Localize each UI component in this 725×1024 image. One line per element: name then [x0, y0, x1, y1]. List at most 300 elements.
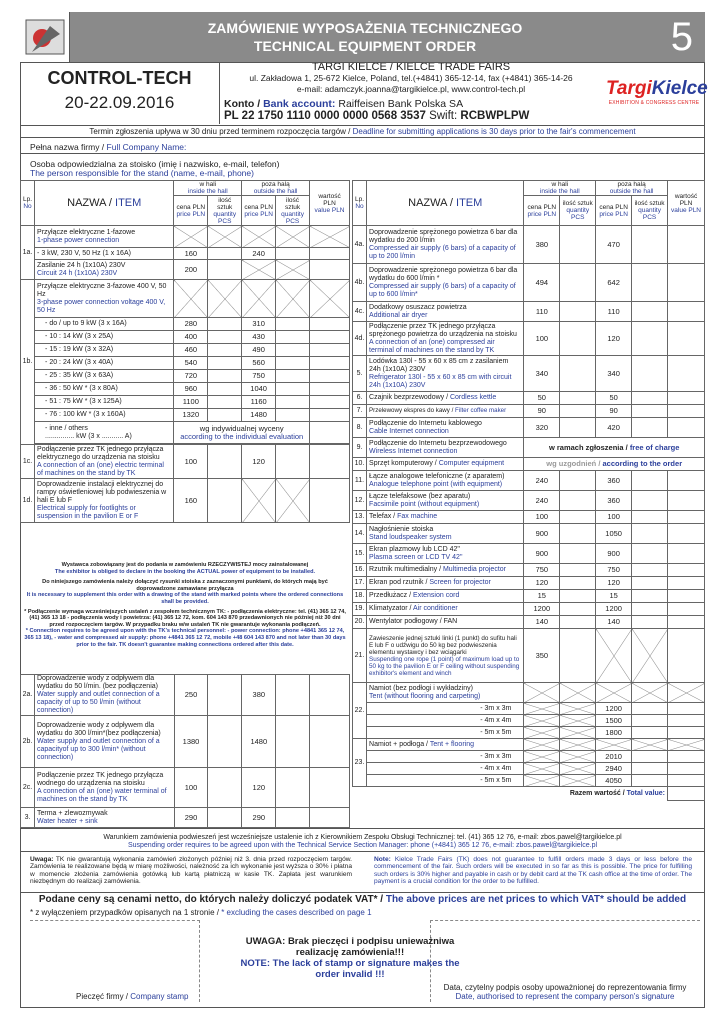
row-num: 1a.	[21, 226, 35, 280]
col-item: NAZWA / ITEM	[367, 181, 524, 226]
price-out: 420	[596, 418, 632, 438]
value-cell[interactable]	[668, 302, 705, 322]
value-cell[interactable]	[668, 590, 705, 603]
power-option: - 25 : 35 kW (3 x 63A)	[35, 370, 174, 383]
tent-size: - 4m x 4m	[367, 763, 524, 775]
power-option: - do / up to 9 kW (3 x 16A)	[35, 318, 174, 331]
row-num: 1d.	[21, 479, 35, 523]
qty-in-input[interactable]	[208, 396, 242, 409]
price-in: 250	[174, 675, 208, 716]
price-out: 120	[596, 577, 632, 590]
row-num: 19.	[353, 603, 367, 616]
qty-out-input[interactable]	[632, 418, 668, 438]
col-outside: poza halą outside the hall	[242, 181, 310, 196]
value-cell[interactable]	[668, 491, 705, 511]
price-in: 160	[174, 248, 208, 260]
according-to-order: wg uzgodnień / according to the order	[524, 458, 705, 471]
price-out: 430	[242, 331, 276, 344]
price-in: 120	[524, 577, 560, 590]
value-cell[interactable]	[668, 524, 705, 544]
qty-out-input[interactable]	[276, 344, 310, 357]
row-num: 1b.	[21, 280, 35, 445]
item-12: Łącze telefaksowe (bez aparatu) Facsimile point (without equipment)	[367, 491, 524, 511]
qty-in-input[interactable]	[560, 418, 596, 438]
price-out: 1200	[596, 603, 632, 616]
item-2b: Doprowadzenie wody z odpływem dla wydatku do 300 l/min*(bez podłączenia) Water supply and outlet connection of a capacityof up to 300 l/min* (without connection)	[34, 716, 174, 768]
qty-in-input[interactable]	[208, 808, 242, 828]
price-in: 900	[524, 544, 560, 564]
row-num: 12.	[353, 491, 367, 511]
qty-in-input[interactable]	[560, 629, 596, 683]
deadline-pl: Termin zgłoszenia upływa w 30 dniu przed terminem rozpoczęcia targów /	[89, 127, 351, 136]
value-cell[interactable]	[310, 357, 350, 370]
col-inside: w hali inside the hall	[524, 181, 596, 196]
row-num: 13.	[353, 511, 367, 524]
qty-out-input[interactable]	[632, 322, 668, 356]
qty-out-input[interactable]	[632, 356, 668, 392]
deadline-note	[20, 126, 705, 137]
header-title-en: TECHNICAL EQUIPMENT ORDER	[253, 38, 477, 54]
price-in: 350	[524, 629, 560, 683]
value-cell[interactable]	[310, 445, 350, 479]
bank-label-pl: Konto /	[224, 98, 261, 110]
price-out: 100	[596, 511, 632, 524]
organizer-email: e-mail: adamczyk.joanna@targikielce.pl, www.control-tech.pl	[296, 84, 526, 94]
qty-out-input[interactable]	[276, 396, 310, 409]
price-in: 1380	[174, 716, 208, 768]
price-out: 1040	[242, 383, 276, 396]
value-cell[interactable]	[668, 763, 705, 775]
price-out: 1160	[242, 396, 276, 409]
row-num: 4b.	[353, 264, 367, 302]
price-in: 460	[174, 344, 208, 357]
value-cell[interactable]	[668, 511, 705, 524]
deadline-en: Deadline for submitting applications is 30 days prior to the fair's commencement	[352, 127, 636, 136]
price-out: 900	[596, 544, 632, 564]
qty-in-input[interactable]	[560, 405, 596, 418]
item-14: Nagłośnienie stoiska Stand loudspeaker system	[367, 524, 524, 544]
exhibition-name: CONTROL-TECH	[47, 68, 192, 88]
item-1a-option: - 3 kW, 230 V, 50 Hz (1 x 16A)	[35, 248, 174, 260]
value-cell[interactable]	[310, 396, 350, 409]
value-cell[interactable]	[668, 226, 705, 264]
swift-label: Swift:	[429, 110, 458, 122]
qty-out-input[interactable]	[632, 577, 668, 590]
price-out: 380	[242, 675, 276, 716]
price-out: 240	[242, 248, 276, 260]
qty-out-input[interactable]	[632, 264, 668, 302]
divider	[20, 153, 705, 154]
price-in: 110	[524, 302, 560, 322]
qty-out-input[interactable]	[632, 603, 668, 616]
qty-in-input[interactable]	[208, 445, 242, 479]
value-cell[interactable]	[668, 356, 705, 392]
item-22: Namiot (bez podłogi i wykładziny) Tent (without flooring and carpeting)	[367, 683, 524, 703]
value-cell[interactable]	[310, 808, 350, 828]
price-in: 100	[174, 445, 208, 479]
qty-out-input[interactable]	[632, 392, 668, 405]
row-num: 8.	[353, 418, 367, 438]
item-7: Przelewowy ekspres do kawy / Filter coffee maker	[367, 405, 524, 418]
col-outside: poza halą outside the hall	[596, 181, 668, 196]
price-in: 290	[174, 808, 208, 828]
row-num: 6.	[353, 392, 367, 405]
price-in: 200	[174, 260, 208, 280]
free-of-charge: w ramach zgłoszenia / free of charge	[524, 438, 705, 458]
suspension-pl: Warunkiem zamówienia podwieszeń jest wcześniejsze ustalenie ich z Kierownikiem Zespołu Obsługi Technicznej: tel. (41) 365 12 76, e-mail: zbos.pawel@targikielce.pl	[103, 834, 622, 841]
value-cell[interactable]	[310, 768, 350, 808]
price-in: 750	[524, 564, 560, 577]
value-cell[interactable]	[668, 727, 705, 739]
row-num: 10.	[353, 458, 367, 471]
item-1a-24h: Zasilanie 24 h (1x10A) 230V Circuit 24 h (1x10A) 230V	[35, 260, 174, 280]
qty-in-input[interactable]	[208, 318, 242, 331]
tent-size: - 4m x 4m	[367, 715, 524, 727]
price-out: 4050	[596, 775, 632, 787]
brand-name-b: Kielce	[651, 78, 708, 99]
value-cell[interactable]	[668, 392, 705, 405]
qty-in-input[interactable]	[208, 409, 242, 422]
price-out: 1050	[596, 524, 632, 544]
qty-in-input[interactable]	[560, 491, 596, 511]
qty-in-input[interactable]	[208, 716, 242, 768]
qty-out-input[interactable]	[276, 318, 310, 331]
price-in: 140	[524, 616, 560, 629]
price-out: 2940	[596, 763, 632, 775]
qty-out-input[interactable]	[276, 675, 310, 716]
col-price-in: cena PLN price PLN	[174, 196, 208, 226]
qty-in-input[interactable]	[560, 511, 596, 524]
row-num: 9.	[353, 438, 367, 458]
stamp-label: Pieczęć firmy / Company stamp	[76, 992, 189, 1001]
price-in: 160	[174, 479, 208, 523]
value-cell[interactable]	[310, 370, 350, 383]
col-item: NAZWA / ITEM	[35, 181, 174, 226]
company-stamp-area[interactable]	[30, 920, 200, 1002]
value-cell[interactable]	[668, 544, 705, 564]
row-num: 16.	[353, 564, 367, 577]
vat-exclusion: * z wyłączeniem przypadków opisanych na 1 stronie / * excluding the cases described on page 1	[30, 908, 372, 917]
qty-in-input[interactable]	[560, 577, 596, 590]
price-in: 50	[524, 392, 560, 405]
item-16: Rzutnik multimedialny / Multimedia projector	[367, 564, 524, 577]
item-13: Telefax / Fax machine	[367, 511, 524, 524]
qty-out-input[interactable]	[632, 302, 668, 322]
stamp-warning	[230, 936, 470, 980]
value-cell[interactable]	[310, 318, 350, 331]
qty-in-input[interactable]	[560, 564, 596, 577]
qty-in-input[interactable]	[208, 248, 242, 260]
price-out: 2010	[596, 751, 632, 763]
item-1b-title: Przyłącze elektryczne 3-fazowe 400 V, 50 Hz 3-phase power connection voltage 400 V, 50 Hz	[35, 280, 174, 318]
qty-out-input[interactable]	[276, 383, 310, 396]
price-in: 1100	[174, 396, 208, 409]
item-3: Terma + zlewozmywak Water heater + sink	[34, 808, 174, 828]
price-in: 380	[524, 226, 560, 264]
individual-evaluation: wg indywidualnej wyceny according to the individual evaluation	[174, 422, 310, 444]
bank-account: PL 22 1750 1110 0000 0000 0568 3537	[224, 110, 426, 122]
price-in: 100	[524, 322, 560, 356]
qty-out-input[interactable]	[632, 751, 668, 763]
qty-in-input[interactable]	[560, 544, 596, 564]
price-out: 490	[242, 344, 276, 357]
price-out: 750	[242, 370, 276, 383]
row-num: 2a.	[21, 675, 35, 716]
price-out: 470	[596, 226, 632, 264]
price-out: 1480	[242, 716, 276, 768]
brand-name-a: Targi	[606, 78, 652, 99]
note-3-en: * Connection requires to be agreed upon with the TK's technical personnel: - power connection: phone +4841 365 12 74, 365 13 18), - water and compressed air supply: phone +4841 365 12 72, mobile +48 604 143 870 and not later than 30 days prior to the fair. TK doesn't guarantee making connections ordered after this date.	[24, 628, 346, 648]
power-option: - 15 : 19 kW (3 x 32A)	[35, 344, 174, 357]
qty-in-input[interactable]	[560, 616, 596, 629]
qty-out-input[interactable]	[632, 763, 668, 775]
qty-out-input[interactable]	[276, 768, 310, 808]
item-5: Lodówka 130l - 55 x 60 x 85 cm z zasilaniem 24h (1x10A) 230V Refrigerator 130l - 55 x 60 x 85 cm with circuit 24h (1x10A) 230V	[367, 356, 524, 392]
price-out: 1200	[596, 703, 632, 715]
tent-size: - 3m x 3m	[367, 703, 524, 715]
qty-out-input[interactable]	[276, 445, 310, 479]
col-lp: Lp. No	[21, 181, 35, 226]
qty-out-input[interactable]	[276, 248, 310, 260]
row-num: 1c.	[21, 445, 35, 479]
divider	[20, 851, 705, 852]
item-1a-title: Przyłącze elektryczne 1-fazowe 1-phase power connection	[35, 226, 174, 248]
qty-in-input[interactable]	[208, 479, 242, 523]
item-11: Łącze analogowe telefoniczne (z aparatem) Analogue telephone point (with equipment)	[367, 471, 524, 491]
item-1d: Doprowadzenie instalacji elektrycznej do rampy oświetleniowej lub podwieszenia w hali E lub F Electrical supply for footlights or suspension in the pavilion E or F	[35, 479, 174, 523]
price-out: 140	[596, 616, 632, 629]
qty-out-input[interactable]	[632, 471, 668, 491]
qty-out-input[interactable]	[632, 544, 668, 564]
person-label-pl: Osoba odpowiedzialna za stoisko (imię i nazwisko, e-mail, telefon)	[30, 159, 280, 169]
qty-in-input[interactable]	[560, 356, 596, 392]
item-9: Podłączenie do Internetu bezprzewodowego Wireless Internet connection	[367, 438, 524, 458]
note-1-pl: Wystawca zobowiązany jest do podania w zamówieniu RZECZYWISTEJ mocy zainstalowanej	[61, 562, 309, 568]
brand-tagline: EXHIBITION & CONGRESS CENTRE	[608, 100, 700, 106]
row-num: 20.	[353, 616, 367, 629]
item-15: Ekran plazmowy lub LCD 42" Plasma screen or LCD TV 42"	[367, 544, 524, 564]
value-cell[interactable]	[310, 260, 350, 280]
qty-in-input[interactable]	[208, 260, 242, 280]
qty-in-input[interactable]	[208, 357, 242, 370]
price-in: 340	[524, 356, 560, 392]
value-cell[interactable]	[668, 629, 705, 683]
qty-in-input[interactable]	[560, 322, 596, 356]
category-logo-icon	[20, 12, 70, 62]
qty-in-input[interactable]	[208, 383, 242, 396]
value-cell[interactable]	[668, 264, 705, 302]
col-value: wartość PLN value PLN	[310, 181, 350, 226]
value-cell[interactable]	[668, 775, 705, 787]
price-in: 720	[174, 370, 208, 383]
item-20: Wentylator podłogowy / FAN	[367, 616, 524, 629]
price-in: 280	[174, 318, 208, 331]
header-bar	[20, 12, 705, 62]
responsible-person-field[interactable]	[30, 160, 279, 178]
qty-in-input[interactable]	[208, 675, 242, 716]
value-cell[interactable]	[668, 603, 705, 616]
item-6: Czajnik bezprzewodowy / Cordless kettle	[367, 392, 524, 405]
item-2a: Doprowadzenie wody z odpływem dla wydatku do 50 l/min. (bez podłączenia) Water supply and outlet connection of a capacity of up to 50 l/min (without connection)	[34, 675, 174, 716]
brand-logo	[606, 78, 708, 106]
value-cell[interactable]	[310, 479, 350, 523]
price-in: 1320	[174, 409, 208, 422]
price-out: 290	[242, 808, 276, 828]
organizer-address: ul. Zakładowa 1, 25-672 Kielce, Poland, tel.(+4841) 365-12-14, fax (+4841) 365-14-26	[249, 73, 573, 83]
item-23: Namiot + podłoga / Tent + flooring	[367, 739, 524, 751]
price-in: 1200	[524, 603, 560, 616]
organizer-name: TARGI KIELCE / KIELCE TRADE FAIRS	[311, 61, 511, 73]
value-cell[interactable]	[668, 703, 705, 715]
value-cell[interactable]	[668, 471, 705, 491]
value-cell[interactable]	[668, 418, 705, 438]
total-value-cell[interactable]	[668, 787, 705, 801]
price-out: 120	[242, 768, 276, 808]
divider	[20, 137, 705, 138]
value-cell[interactable]	[310, 344, 350, 357]
price-out: 120	[596, 322, 632, 356]
form-number: 5	[670, 15, 693, 59]
value-cell[interactable]	[310, 675, 350, 716]
row-num: 23.	[353, 739, 367, 787]
row-num: 11.	[353, 471, 367, 491]
row-num: 18.	[353, 590, 367, 603]
row-num: 4c.	[353, 302, 367, 322]
price-out: 310	[242, 318, 276, 331]
qty-out-input[interactable]	[276, 357, 310, 370]
col-inside: w hali inside the hall	[174, 181, 242, 196]
tent-size: - 5m x 5m	[367, 775, 524, 787]
row-num: 15.	[353, 544, 367, 564]
price-in: 90	[524, 405, 560, 418]
value-cell[interactable]	[668, 322, 705, 356]
tent-size: - 5m x 5m	[367, 727, 524, 739]
value-cell[interactable]	[310, 248, 350, 260]
item-4d: Podłączenie przez TK jednego przyłącza sprężonego powietrza do urządzenia na stoisku A connection of an (one) compressed air terminal of machines on the stand by TK	[367, 322, 524, 356]
price-in: 540	[174, 357, 208, 370]
qty-out-input[interactable]	[632, 524, 668, 544]
price-in: 240	[524, 471, 560, 491]
qty-out-input[interactable]	[632, 703, 668, 715]
value-cell[interactable]	[668, 577, 705, 590]
qty-in-input[interactable]	[560, 264, 596, 302]
divider	[20, 62, 705, 63]
qty-in-input[interactable]	[208, 344, 242, 357]
qty-out-input[interactable]	[276, 808, 310, 828]
qty-out-input[interactable]	[632, 616, 668, 629]
item-4b: Doprowadzenie sprężonego powietrza 6 bar dla wydatku do 600 l/min * Compressed air supply (6 bars) of a capacity of up to 600 l/min*	[367, 264, 524, 302]
col-price-out: cena PLN price PLN	[242, 196, 276, 226]
left-water-table	[20, 674, 350, 828]
qty-out-input[interactable]	[632, 405, 668, 418]
company-name-label-en: Full Company Name:	[106, 142, 187, 152]
qty-out-input[interactable]	[276, 409, 310, 422]
qty-in-input[interactable]	[208, 370, 242, 383]
value-cell[interactable]	[668, 751, 705, 763]
price-in: 100	[174, 768, 208, 808]
price-out: 360	[596, 491, 632, 511]
qty-out-input[interactable]	[632, 226, 668, 264]
value-cell[interactable]	[668, 715, 705, 727]
late-order-note-pl: Uwaga: TK nie gwarantują wykonania zamówień złożonych później niż 3. dnia przed rozpoczęciem targów. Zamówienia te realizowane będą w miarę możliwości, należność za ich wykonanie jest wyższa o 30% i płatna w momencie złożenia zamówienia gotówką lub kartą płatniczą w kasie TK. Zapłata jest warunkiem niezbędnym do realizacji zamówienia.	[30, 856, 352, 886]
qty-in-input[interactable]	[560, 392, 596, 405]
qty-out-input[interactable]	[632, 775, 668, 787]
qty-in-input[interactable]	[560, 471, 596, 491]
col-lp: Lp. No	[353, 181, 367, 226]
col-price-out: cena PLN price PLN	[596, 196, 632, 226]
item-17: Ekran pod rzutnik / Screen for projector	[367, 577, 524, 590]
value-cell[interactable]	[310, 331, 350, 344]
bank-info	[224, 98, 614, 122]
qty-out-input[interactable]	[632, 564, 668, 577]
price-out: 15	[596, 590, 632, 603]
value-cell[interactable]	[310, 383, 350, 396]
row-num: 14.	[353, 524, 367, 544]
qty-in-input[interactable]	[560, 524, 596, 544]
qty-in-input[interactable]	[208, 768, 242, 808]
bank-label-en: Bank account:	[263, 98, 336, 110]
value-cell[interactable]	[310, 409, 350, 422]
value-cell[interactable]	[668, 616, 705, 629]
company-name-field[interactable]	[30, 142, 186, 152]
price-in: 900	[524, 524, 560, 544]
price-in: 400	[174, 331, 208, 344]
value-cell[interactable]	[310, 422, 350, 444]
qty-out-input[interactable]	[276, 716, 310, 768]
price-in: 15	[524, 590, 560, 603]
price-in: 100	[524, 511, 560, 524]
qty-out-input[interactable]	[632, 491, 668, 511]
tent-size: - 3m x 3m	[367, 751, 524, 763]
late-order-note-en: Note: Kielce Trade Fairs (TK) does not guarantee to fulfill orders made 3 days or less before the commencement of the fair. Such orders will be executed in so far as this is possible. The price for fulfilling such orders is 30% higher and payable in cash or by debit card at the TK cash office at the time of order. The payment is a crucial condition for the order to be fulfilled.	[374, 856, 692, 886]
qty-in-input[interactable]	[560, 603, 596, 616]
row-num: 22.	[353, 683, 367, 739]
qty-out-input[interactable]	[276, 331, 310, 344]
qty-out-input[interactable]	[632, 715, 668, 727]
power-option: - 51 : 75 kW * (3 x 125A)	[35, 396, 174, 409]
price-in: 960	[174, 383, 208, 396]
row-num: 2b.	[21, 716, 35, 768]
qty-out-input[interactable]	[632, 727, 668, 739]
qty-in-input[interactable]	[560, 590, 596, 603]
item-8: Podłączenie do Internetu kablowego Cable Internet connection	[367, 418, 524, 438]
suspension-en: Suspending order requires to be agreed upon with the Technical Service Section Manager: phone (+4841) 365 12 76, e-mail: zbos.pawel@targikielce.pl	[127, 842, 598, 849]
value-cell[interactable]	[310, 716, 350, 768]
swift-code: RCBWPLPW	[460, 110, 530, 122]
qty-in-input[interactable]	[208, 331, 242, 344]
value-cell[interactable]	[668, 405, 705, 418]
qty-in-input[interactable]	[560, 226, 596, 264]
divider	[20, 892, 705, 893]
qty-out-input[interactable]	[632, 511, 668, 524]
row-num: 21.	[353, 629, 367, 683]
item-18: Przedłużacz / Extension cord	[367, 590, 524, 603]
price-out: 340	[596, 356, 632, 392]
price-out: 50	[596, 392, 632, 405]
price-out: 642	[596, 264, 632, 302]
qty-out-input[interactable]	[632, 590, 668, 603]
price-out: 560	[242, 357, 276, 370]
exhibition-box	[20, 62, 220, 124]
col-qty-out: ilość sztuk quantity PCS	[276, 196, 310, 226]
qty-in-input[interactable]	[560, 302, 596, 322]
value-cell[interactable]	[668, 564, 705, 577]
price-out: 90	[596, 405, 632, 418]
note-3-pl: * Podłączenie wymaga wcześniejszych ustaleń z zespołem technicznym TK: - podłączenia elektryczne: tel. (41) 365 12 74, (41) 365 13 18 - podłączenia wody i powietrza: (41) 365 12 72, kom. 604 143 870 przedawnionych nie później niż 30 dni przed rozpoczęciem targów. W przypadku braku w/w ustaleń TK nie gwarantuje wykonania podłączeń.	[24, 608, 346, 628]
col-price-in: cena PLN price PLN	[524, 196, 560, 226]
qty-out-input[interactable]	[276, 370, 310, 383]
bank-name: Raiffeisen Bank Polska SA	[338, 98, 464, 110]
